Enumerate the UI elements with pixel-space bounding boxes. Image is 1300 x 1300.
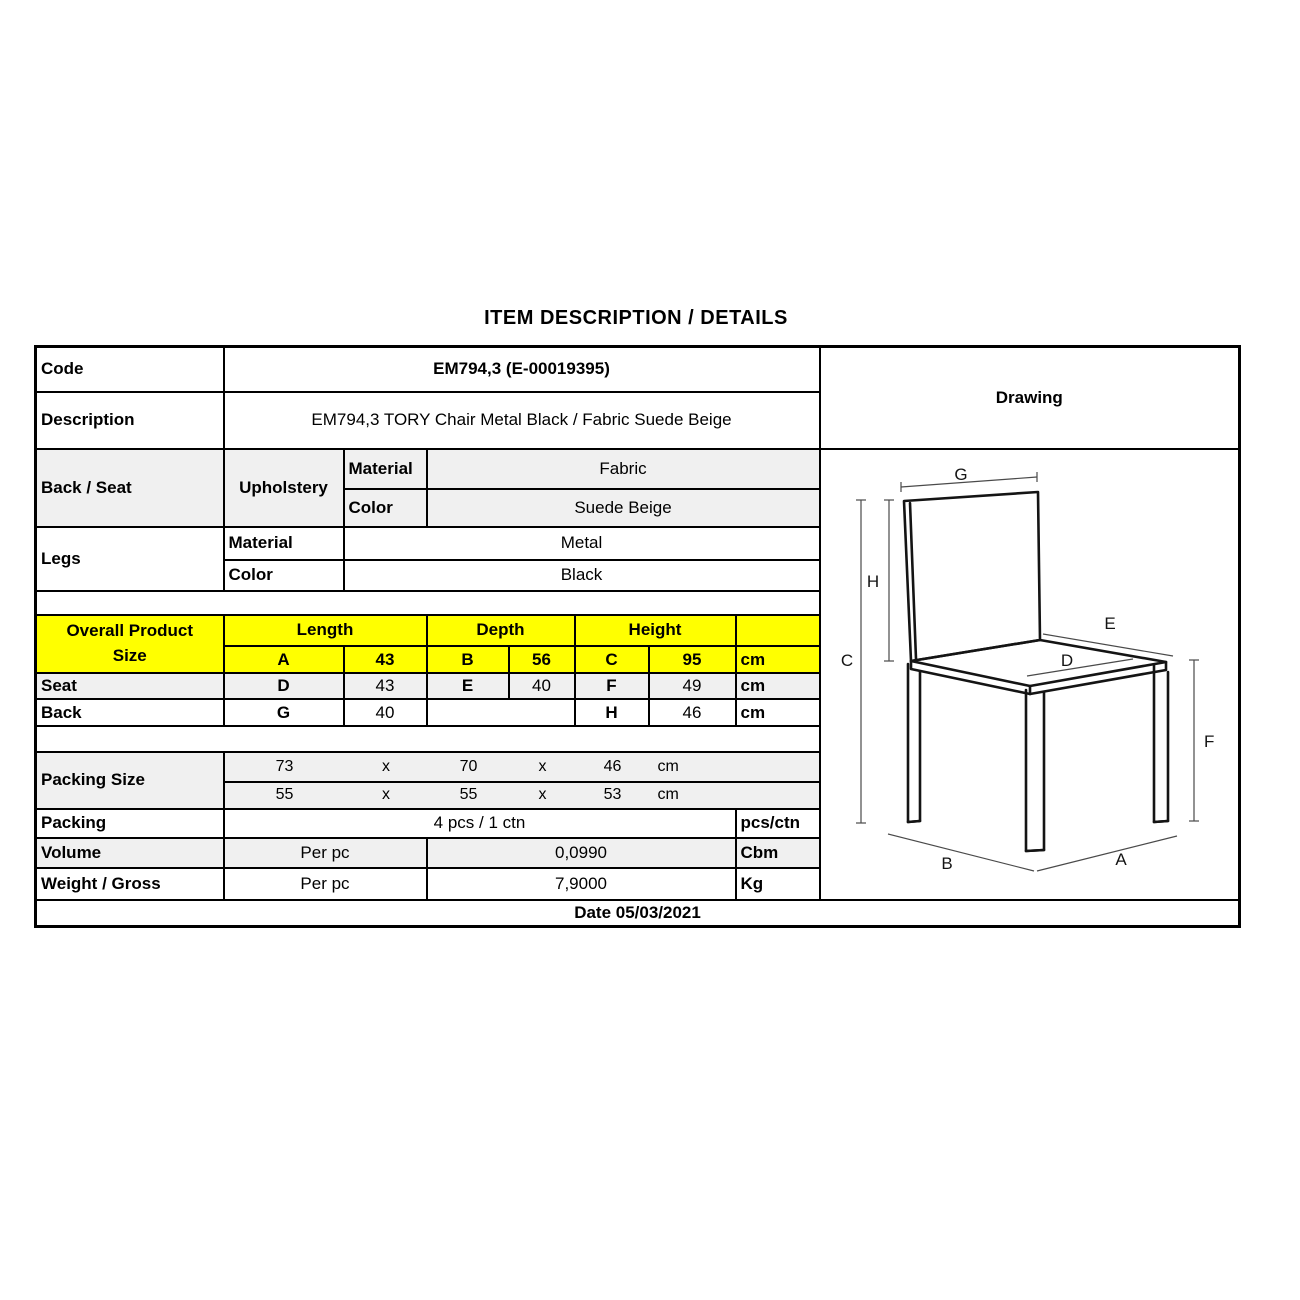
backseat-color-value: Suede Beige <box>427 489 820 527</box>
code-value: EM794,3 (E-00019395) <box>224 347 820 392</box>
date-row <box>36 900 1240 927</box>
packing-unit: pcs/ctn <box>736 809 820 838</box>
drawing-cell <box>820 449 1240 900</box>
overall-value-a: 43 <box>344 646 427 673</box>
legs-material-value: Metal <box>344 527 820 560</box>
seat-letter-d: D <box>224 673 344 699</box>
pack2-v1: 55 <box>275 786 294 803</box>
seat-value-f: 49 <box>649 673 736 699</box>
dimension-labels <box>840 465 1214 873</box>
weight-value: 7,9000 <box>427 868 736 900</box>
packing-size-values-1 <box>224 752 820 781</box>
back-empty-cell <box>427 699 575 726</box>
legs-material-label: Material <box>224 527 344 560</box>
overall-letter-a: A <box>224 646 344 673</box>
overall-letter-b: B <box>427 646 509 673</box>
pack1-x2: x <box>538 757 547 775</box>
back-unit: cm <box>736 699 820 726</box>
dim-label-B: B <box>940 853 953 873</box>
description-value: EM794,3 TORY Chair Metal Black / Fabric Suede Beige <box>224 392 820 449</box>
packing-label: Packing <box>36 809 224 838</box>
packing-size-label: Packing Size <box>36 752 224 808</box>
description-label: Description <box>36 392 224 449</box>
overall-unit: cm <box>736 646 820 673</box>
code-label: Code <box>36 347 224 392</box>
overall-value-c: 95 <box>649 646 736 673</box>
size-header-depth: Depth <box>427 615 575 646</box>
chair-outline <box>904 492 1168 851</box>
pack1-v1: 73 <box>275 757 294 775</box>
back-value-g: 40 <box>344 699 427 726</box>
packing-value: 4 pcs / 1 ctn <box>224 809 736 838</box>
overall-size-label-line2: Size <box>112 645 147 665</box>
pack2-v2: 55 <box>459 786 478 803</box>
weight-unit: Kg <box>736 868 820 900</box>
legs-color-label: Color <box>224 560 344 591</box>
seat-letter-e: E <box>427 673 509 699</box>
packing-size-values-2 <box>224 782 820 809</box>
overall-size-label <box>36 615 224 673</box>
drawing-header-cell: Drawing <box>820 347 1240 449</box>
seat-value-d: 43 <box>344 673 427 699</box>
pack1-x1: x <box>382 757 390 775</box>
overall-letter-c: C <box>575 646 649 673</box>
volume-unit: Cbm <box>736 838 820 868</box>
back-letter-g: G <box>224 699 344 726</box>
size-header-unit-cell <box>736 615 820 646</box>
legs-label: Legs <box>36 527 224 591</box>
dim-label-C: C <box>840 650 853 670</box>
legs-color-value: Black <box>344 560 820 591</box>
overall-size-label-line1: Overall Product <box>66 621 194 641</box>
dim-label-D: D <box>1060 650 1073 670</box>
pack2-x1: x <box>382 786 390 803</box>
overall-value-b: 56 <box>509 646 575 673</box>
backseat-material-value: Fabric <box>427 449 820 489</box>
backseat-material-row <box>36 449 1240 489</box>
dim-label-A: A <box>1114 849 1127 869</box>
pack1-unit: cm <box>657 757 679 775</box>
size-header-length: Length <box>224 615 427 646</box>
pack2-x2: x <box>538 786 547 803</box>
chair-drawing <box>821 450 1237 894</box>
pack1-v3: 46 <box>603 757 622 775</box>
seat-value-e: 40 <box>509 673 575 699</box>
pack2-v3: 53 <box>603 786 622 803</box>
volume-label: Volume <box>36 838 224 868</box>
code-row <box>36 347 1240 392</box>
pack1-v2: 70 <box>459 757 478 775</box>
dim-label-H: H <box>866 571 879 591</box>
size-header-height: Height <box>575 615 736 646</box>
backseat-label: Back / Seat <box>36 449 224 527</box>
spacer-cell-2 <box>36 726 820 752</box>
back-letter-h: H <box>575 699 649 726</box>
backseat-color-label: Color <box>344 489 427 527</box>
back-value-h: 46 <box>649 699 736 726</box>
dim-label-E: E <box>1103 613 1116 633</box>
dim-label-G: G <box>953 464 968 484</box>
upholstery-label: Upholstery <box>224 449 344 527</box>
seat-label: Seat <box>36 673 224 699</box>
volume-value: 0,0990 <box>427 838 736 868</box>
spec-table <box>34 345 1241 928</box>
page-title: ITEM DESCRIPTION / DETAILS <box>484 307 788 329</box>
spacer-cell-1 <box>36 591 820 615</box>
weight-per: Per pc <box>224 868 427 900</box>
back-label: Back <box>36 699 224 726</box>
weight-label: Weight / Gross <box>36 868 224 900</box>
volume-per: Per pc <box>224 838 427 868</box>
seat-unit: cm <box>736 673 820 699</box>
dim-label-F: F <box>1203 731 1214 751</box>
date-value: Date 05/03/2021 <box>36 900 1240 927</box>
backseat-material-label: Material <box>344 449 427 489</box>
pack2-unit: cm <box>657 786 679 803</box>
seat-letter-f: F <box>575 673 649 699</box>
